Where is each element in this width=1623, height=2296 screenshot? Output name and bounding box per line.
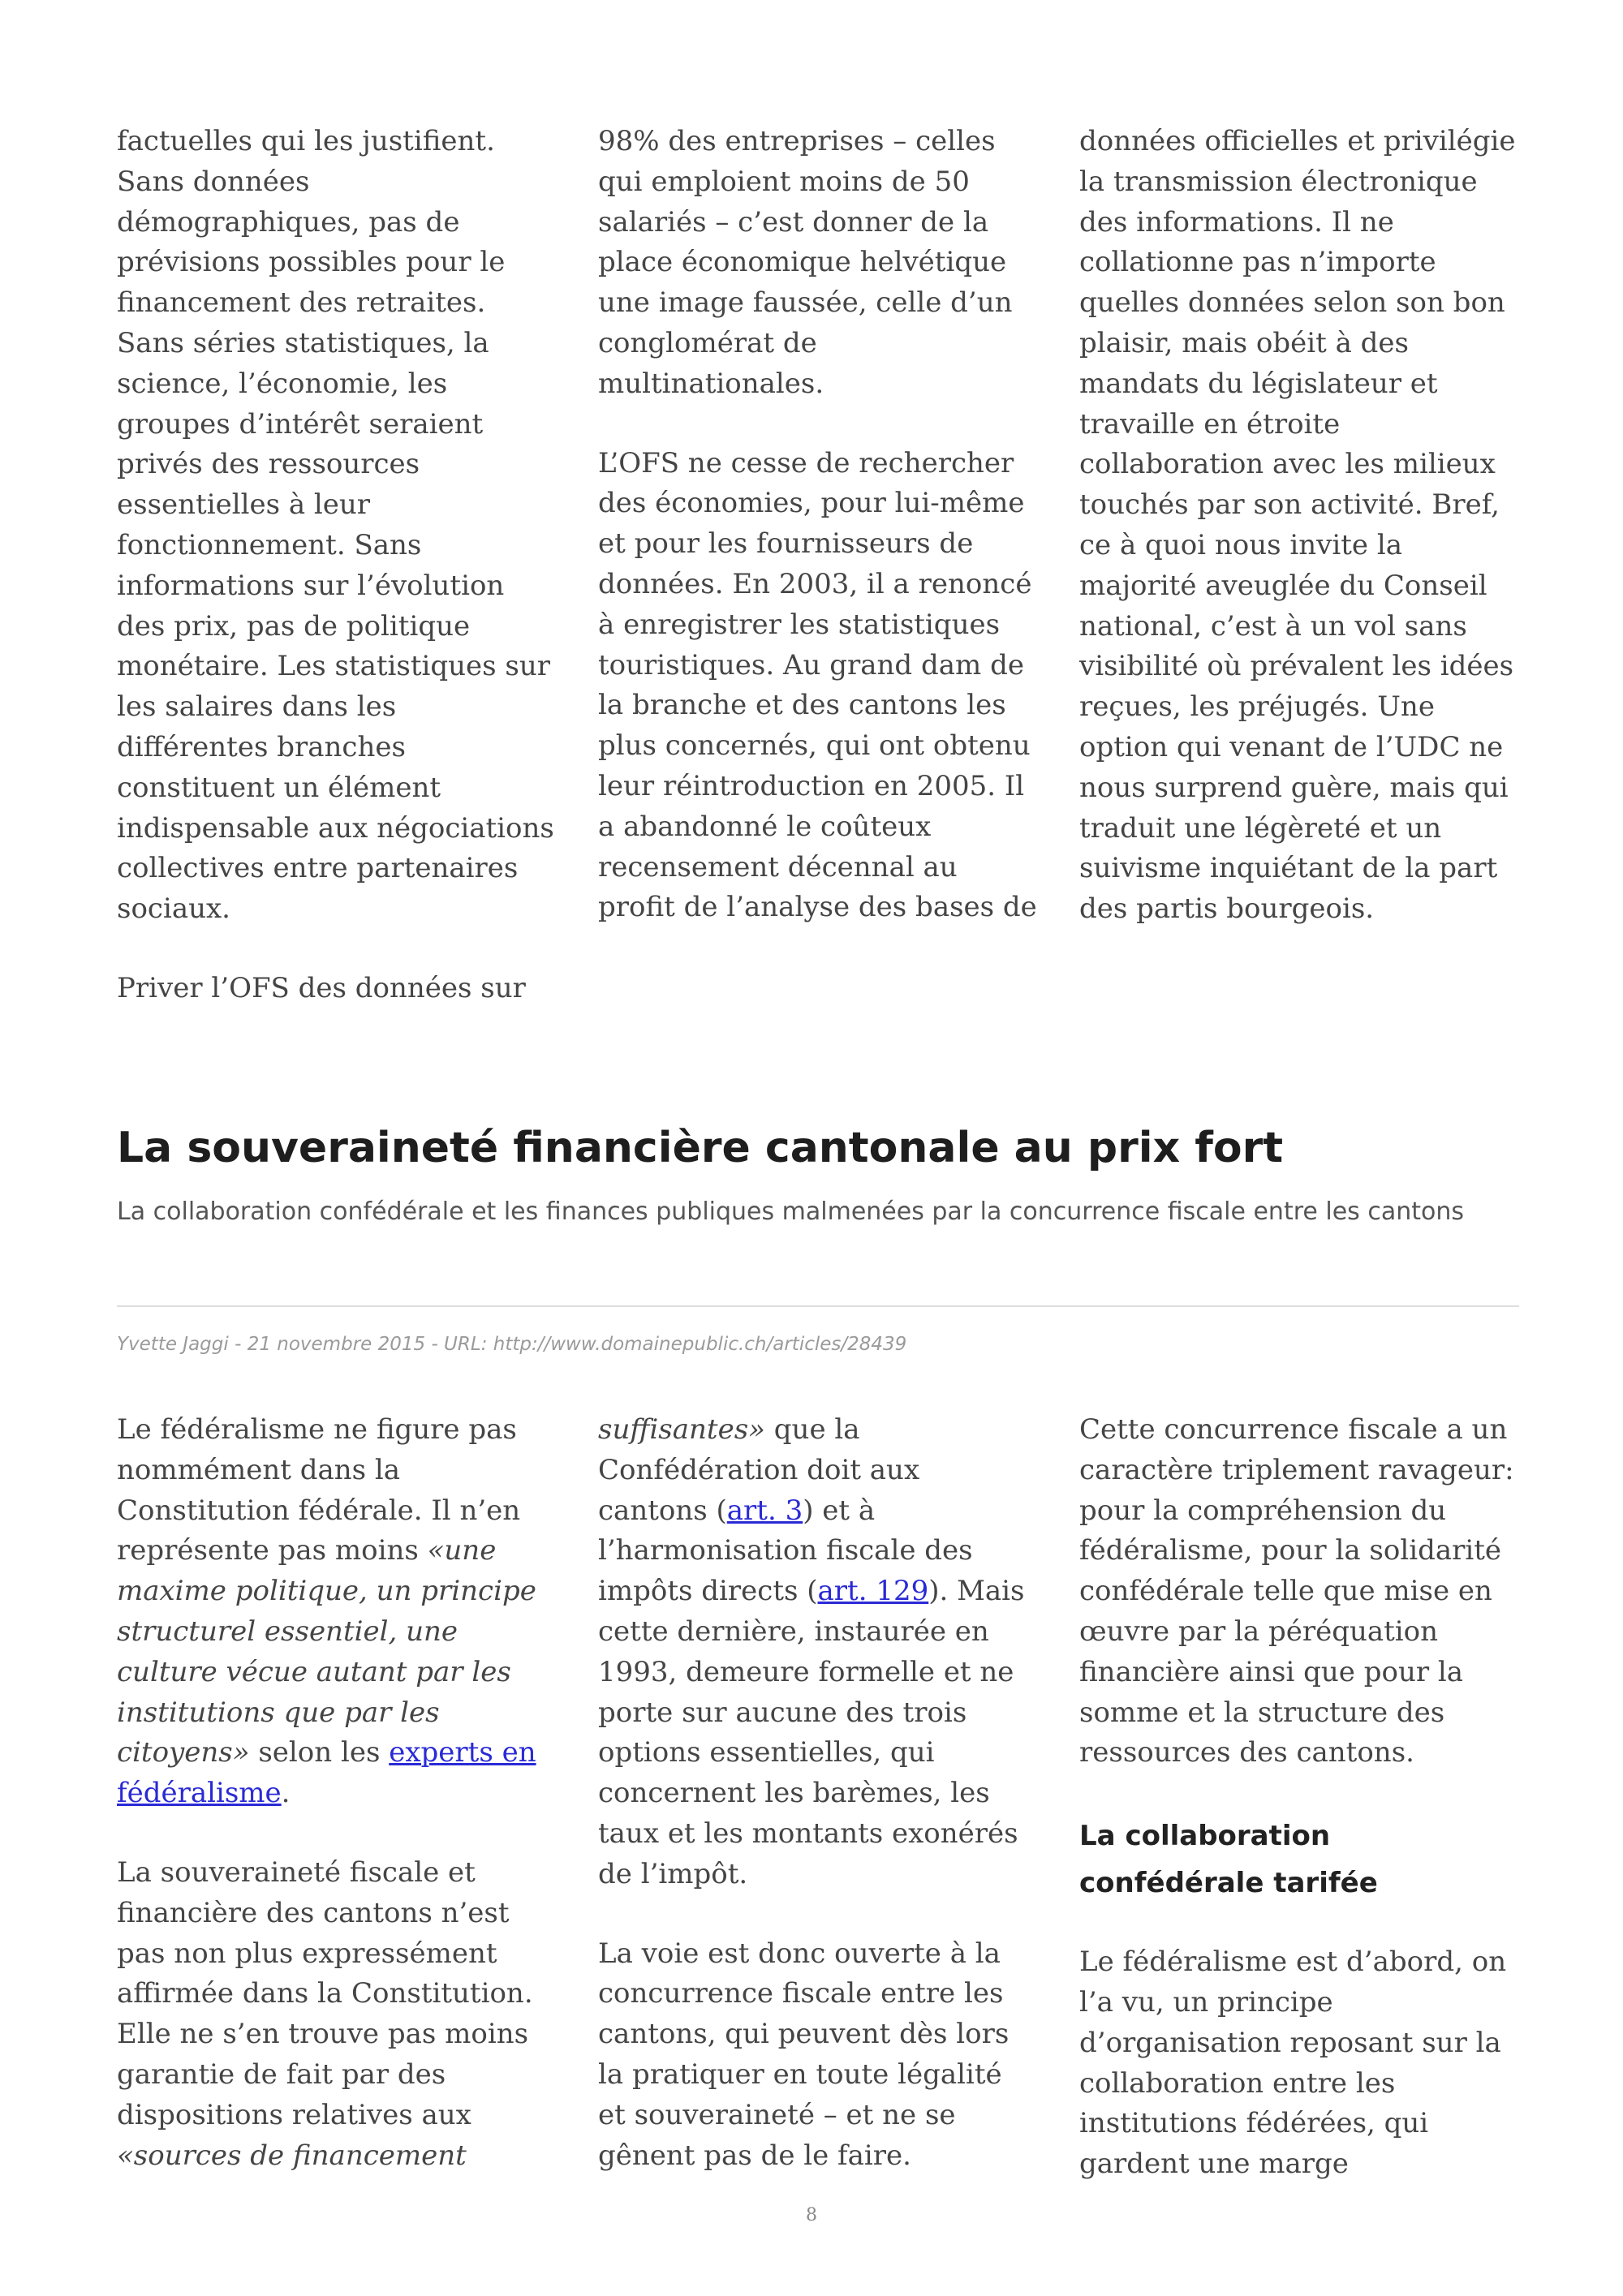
article-title: La souveraineté financière cantonale au prix fort — [117, 1124, 1284, 1172]
quote-text: «une maxime politique, un principe structurel essentiel, une culture vécue autant par les institutions que par les citoyens» — [117, 1534, 536, 1769]
quote-text: suffisantes» — [598, 1413, 765, 1446]
top-column-2 — [598, 122, 1037, 1009]
divider — [117, 1305, 1519, 1307]
paragraph: Cette concurrence fiscale a un caractère triplement ravageur: pour la compréhension du fédéralisme, pour la solidarité confédérale telle que mise en œuvre par la péréquation financière ainsi que pour la somme et la structure des ressources des cantons. — [1079, 1413, 1514, 1769]
article-subtitle: La collaboration confédérale et les finances publiques malmenées par la concurrence fiscale entre les cantons — [117, 1197, 1464, 1226]
article-byline: Yvette Jaggi - 21 novembre 2015 - URL: http://www.domainepublic.ch/articles/28439 — [117, 1334, 907, 1355]
paragraph — [117, 1853, 556, 2176]
paragraph: 98% des entreprises – celles qui emploient moins de 50 salariés – c’est donner de la place économique helvétique une image faussée, celle d’un conglomérat de multinationales. — [598, 125, 1013, 400]
article-column-2 — [598, 1410, 1037, 2185]
top-column-1 — [117, 122, 556, 1009]
paragraph — [598, 1410, 1037, 1895]
experts-federalisme-link[interactable]: experts en fédéralisme — [117, 1736, 536, 1810]
art-3-link[interactable]: art. 3 — [726, 1494, 803, 1527]
article-columns — [117, 1410, 1519, 2185]
art-129-link[interactable]: art. 129 — [817, 1575, 929, 1608]
paragraph: factuelles qui les justifient. Sans données démographiques, pas de prévisions possibles pour le financement des retraites. Sans séries statistiques, la science, l’économie, les groupes d’intérêt seraient privés des ressources essentielles à leur fonctionnement. Sans informations sur l’évolution des prix, pas de politique monétaire. Les statistiques sur les salaires dans les différentes branches constituent un élément indispensable aux négociations collectives entre partenaires sociaux. — [117, 125, 554, 926]
paragraph: La voie est donc ouverte à la concurrence fiscale entre les cantons, qui peuvent dès lors la pratiquer en toute légalité et souveraineté – et ne se gênent pas de le faire. — [598, 1937, 1010, 2172]
text-span: Le fédéralisme ne figure pas nommément dans la Constitution fédérale. Il n’en représente pas moins — [117, 1413, 521, 1567]
paragraph — [117, 1410, 556, 1814]
text-span: La souveraineté fiscale et financière des cantons n’est pas non plus expressément affirmée dans la Constitution. Elle ne s’en trouve pas moins garantie de fait par des dispositions relatives aux — [117, 1855, 533, 2131]
paragraph: données officielles et privilégie la transmission électronique des informations. Il ne collationne pas n’importe quelles données selon son bon plaisir, mais obéit à des mandats du législateur et travaille en étroite collaboration avec les milieux touchés par son activité. Bref, ce à quoi nous invite la majorité aveuglée du Conseil national, c’est à un vol sans visibilité où prévalent les idées reçues, les préjugés. Une option qui venant de l’UDC ne nous surprend guère, mais qui traduit une légèreté et un suivisme inquiétant de la part des partis bourgeois. — [1079, 125, 1516, 926]
article-column-1 — [117, 1410, 556, 2185]
top-columns — [117, 122, 1519, 1009]
article-column-3 — [1079, 1410, 1518, 2185]
top-column-3 — [1079, 122, 1518, 1009]
paragraph: Le fédéralisme est d’abord, on l’a vu, un principe d’organisation reposant sur la collaboration entre les institutions fédérées, qui gardent une marge — [1079, 1946, 1507, 2181]
quote-text: «sources de financement — [117, 2139, 467, 2172]
text-span: . — [281, 1777, 291, 1810]
page-number: 8 — [806, 2205, 817, 2225]
paragraph: L’OFS ne cesse de rechercher des économies, pour lui-même et pour les fournisseurs de données. En 2003, il a renoncé à enregistrer les statistiques touristiques. Au grand dam de la branche et des cantons les plus concernés, qui ont obtenu leur réintroduction en 2005. Il a abandonné le coûteux recensement décennal au profit de l’analyse des bases de — [598, 446, 1037, 924]
paragraph: Priver l’OFS des données sur — [117, 971, 526, 1004]
text-span: ) et à l’harmonisation fiscale des impôts directs ( — [598, 1494, 973, 1608]
section-heading: La collaboration confédérale tarifée — [1079, 1820, 1378, 1900]
text-span: ). Mais cette dernière, instaurée en 1993, demeure formelle et ne porte sur aucune des trois options essentielles, qui concernent les barèmes, les taux et les montants exonérés de l’impôt. — [598, 1575, 1025, 1890]
text-span: que la Confédération doit aux cantons ( — [598, 1413, 920, 1527]
text-span: selon les — [249, 1736, 390, 1769]
